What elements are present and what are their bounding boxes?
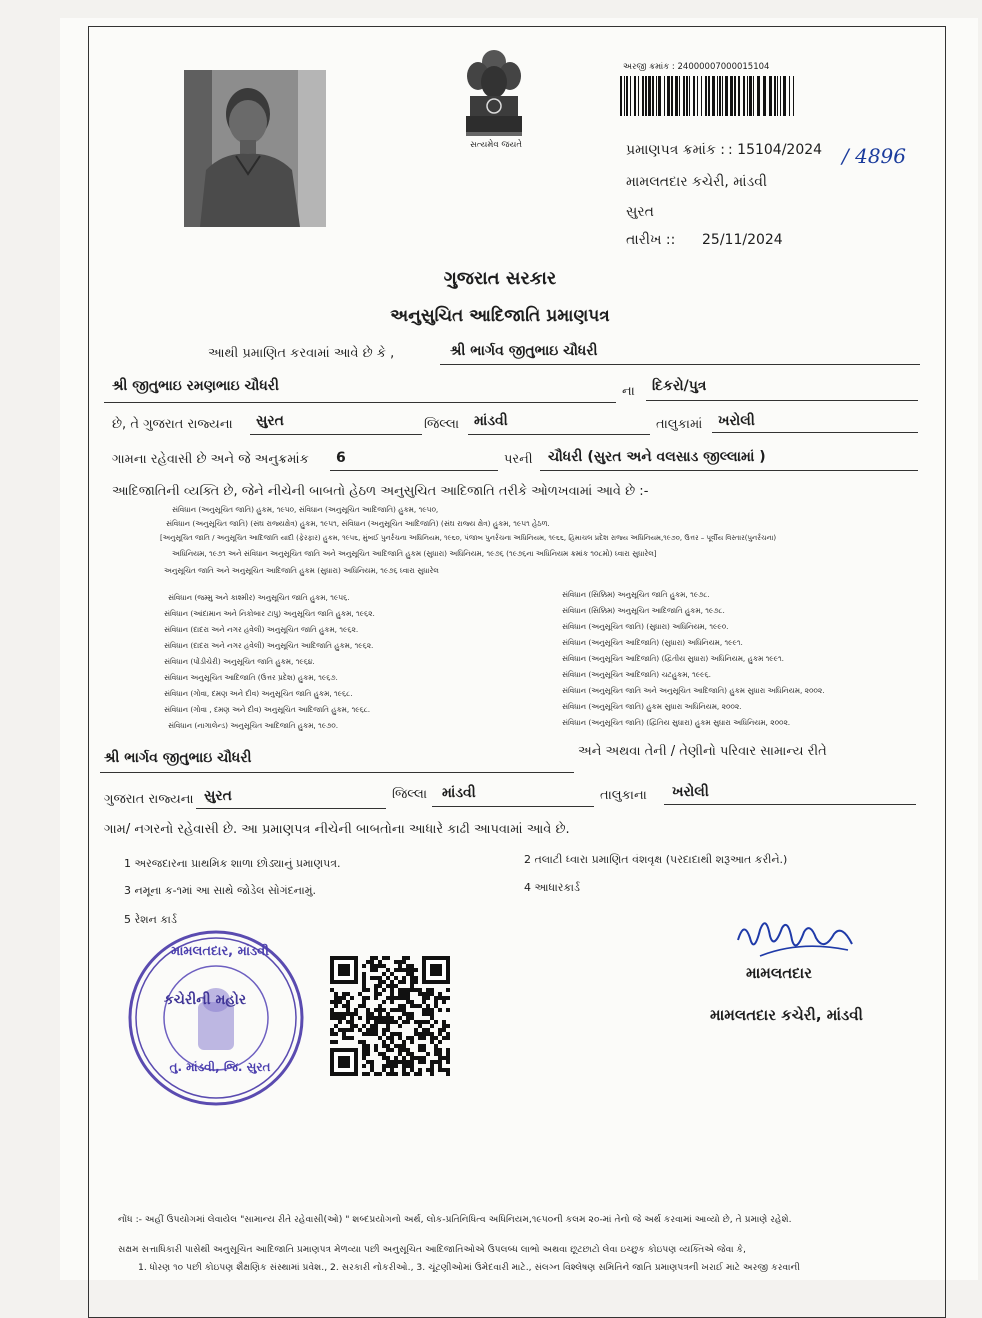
handwritten-number: / 4896 [842, 144, 906, 168]
law-left: સંવિધાન (નાગાલેન્ડ) અનુસૂચિત આદિજાતિ હુકમ, ૧૯૭૦. [168, 721, 339, 730]
family-taluka: માંડવી [442, 785, 476, 801]
document-item: 4 આધારકાર્ડ [524, 881, 580, 894]
law-right: સંવિધાન (અનુસૂચિત આદિજાતિ) (દ્વિતીય સુધારા) અધિનિયમ, હુકમ ૧૯૯૧. [562, 654, 785, 663]
district-label: જિલ્લા [424, 417, 460, 432]
applicant-name: શ્રી ભાર્ગવ જીતુભાઇ ચૌધરી [450, 343, 598, 359]
family-taluka-label: તાલુકાના [600, 788, 647, 803]
certificate-title: અનુસુચિત આદિજાતિ પ્રમાણપત્ર [390, 306, 610, 326]
law-right: સંવિધાન (અનુસૂચિત જાતિ) (દ્વિતિય સુધારા) હુકમ સુધારા અધિનિયમ, ૨૦૦૨. [562, 718, 791, 727]
signatory-office: મામલતદાર કચેરી, માંડવી [710, 1006, 863, 1024]
family-district-label: જિલ્લા [392, 787, 428, 802]
father-name: શ્રી જીતુભાઇ રમણભાઇ ચૌધરી [112, 378, 279, 394]
state-text: છે, તે ગુજરાત રાજ્યના [112, 417, 233, 432]
family-district: સુરત [204, 788, 232, 804]
law-right: સંવિધાન (સિક્કિમ) અનુસૂચિત જાતિ હુકમ, ૧૯૭૮. [562, 590, 710, 599]
seal-top-text: મામલતદાર, માંડવી [171, 944, 269, 959]
family-state-text: ગુજરાત રાજ્યના [104, 792, 194, 807]
issuing-office: મામલતદાર કચેરી, માંડવી [626, 174, 767, 190]
law-line: સંવિધાન (અનુસૂચિત જાતિ) (સંઘ રાજ્યક્ષેત્ર) હુકમ, ૧૯૫૧, સંવિધાન (અનુસૂચિત આદિજાતિ) (સંઘ રાજ્ય ક્ષેત્ર) હુકમ, ૧૯૫૧ હેઠળ. [166, 519, 550, 528]
family-text: અને અથવા તેની / તેણીનો પરિવાર સામાન્ય રીતે [578, 744, 827, 759]
document-item: 5 રેશન કાર્ડ [124, 913, 177, 926]
taluka-label: તાલુકામાં [656, 417, 703, 432]
officer-signature [730, 910, 860, 968]
emblem-motto: સત્યમેવ જયતે [469, 140, 523, 150]
law-left: સંવિધાન અનુસૂચિત આદિજાતિ (ઉત્તર પ્રદેશ) હુકમ, ૧૯૬૭. [164, 673, 338, 682]
tribe-name: ચૌધરી (સુરત અને વલસાડ જીલ્લામાં ) [548, 449, 766, 465]
parni-label: પરની [504, 452, 533, 467]
law-left: સંવિધાન (ગોવા , દમણ અને દીવ) અનુસૂચિત આદિજાતિ હુકમ, ૧૯૬૮. [164, 705, 371, 714]
issue-date: 25/11/2024 [702, 232, 783, 248]
application-number: અરજી ક્રમાંક : 240000070000151​04 [623, 62, 770, 72]
serial-number: 6 [336, 450, 346, 466]
law-line: [અનુસૂચિત જાતિ / અનુસૂચિત આદિજાતિ યાદી (ફેરફાર) હુકમ, ૧૯૫૬, મુંબઈ પુનર્રચના અધિનિયમ, ૧૯૬૦, પંજાબ પુનર્રચના અધિનિયમ, ૧૯૬૬, હિમાચલ પ્રદેશ રાજ્ય અધિનિયમ,૧૯૭૦, ઉત્તર – પૂર્વીય વિસ્તાર(પુનર્રચના) [160, 534, 777, 542]
signatory-title: મામલતદાર [746, 964, 812, 982]
law-right: સંવિધાન (અનુસૂચિત જાતિ) (સુધારા) અધિનિયમ, ૧૯૯૦. [562, 622, 729, 631]
law-right: સંવિધાન (અનુસૂચિત જાતિ અને અનુસૂચિત આદિજાતિ) હુકમ સુધારા અધિનિયમ, ૨૦૦૨. [562, 686, 825, 695]
law-left: સંવિધાન (ગોવા, દમણ અને દીવ) અનુસૂચિત જાતિ હુકમ, ૧૯૬૮. [164, 689, 353, 698]
law-right: સંવિધાન (અનુસૂચિત આદિજાતિ) (સુધારા) અધિનિયમ, ૧૯૯૧. [562, 638, 743, 647]
law-right: સંવિધાન (સિક્કિમ) અનુસૂચિત આદિજાતિ હુકમ, ૧૯૭૮. [562, 606, 725, 615]
government-title: ગુજરાત સરકાર [443, 268, 557, 289]
taluka: માંડવી [474, 413, 508, 429]
law-left: સંવિધાન (દાદરા અને નગર હવેલી) અનુસૂચિત આદિજાતિ હુકમ, ૧૯૬૨. [164, 641, 374, 650]
law-left: સંવિધાન (પોંડીચેરી) અનુસૂચિત જાતિ હુકમ, ૧૯૬૪. [164, 657, 315, 666]
certificate-number: : 15104/2024 [728, 142, 823, 158]
document-item: 1 અરજદારના પ્રાથમિક શાળા છોડ્યાનું પ્રમાણપત્ર. [124, 857, 341, 870]
applicant-photo [184, 70, 326, 227]
law-right: સંવિધાન (અનુસૂચિત આદિજાતિ) ચટહુકમ, ૧૯૯૬. [562, 670, 711, 679]
issue-date-label: તારીખ :: [626, 232, 676, 248]
na-label: ના [622, 384, 635, 399]
barcode [620, 76, 798, 116]
law-line: અનુસૂચિત જાતિ અને અનુસૂચિત આદિજાતિ હુકમ (સુધારા) અધિનિયમ, ૧૯૭૬ ધ્વારા સુધારેલ [164, 566, 439, 575]
issuing-city: સુરત [626, 204, 654, 220]
document-item: 2 તલાટી ધ્વારા પ્રમાણિત વંશવૃક્ષ (પરદાદાથી શરૂઆત કરીને.) [524, 853, 788, 866]
footer-paragraph: સક્ષમ સત્તાધિકારી પાસેથી અનુસૂચિત આદિજાતિ પ્રમાણપત્ર મેળવ્યા પછી અનુસૂચિત આદિજાતિઓએ ઉપલબ્ધ લાભો અથવા છૂટછાટો લેવા ઇચ્છુક કોઇપણ વ્યક્તિએ જેવા કે, [118, 1244, 746, 1255]
qr-code [330, 956, 450, 1076]
document-item: 3 નમૂના ક-૧માં આ સાથે જોડેલ સોગંદનામું. [124, 884, 316, 897]
national-emblem-icon [458, 44, 530, 152]
family-village: ખરોલી [672, 784, 709, 800]
certificate-number-label: પ્રમાણપત્ર ક્રમાંક : [626, 142, 726, 158]
law-line: અધિનિયમ, ૧૯૭૧ અને સંવિધાન અનુસૂચિત જાતિ અને અનુસૂચિત આદિજાતિ હુકમ (સુધારા) અધિનિયમ, ૧૯૭૬ (૧૯૭૬ના અધિનિયમ ક્રમાંક ૧૦૮મો) ધ્વારા સુધારેલ] [172, 549, 657, 558]
law-left: સંવિધાન (આંદામાન અને નિકોબાર ટાપુ) અનુસૂચિત જાતિ હુકમ, ૧૯૬૨. [164, 609, 375, 618]
seal-bottom-text: તુ. માંડવી, જિ. સુરત [169, 1060, 271, 1074]
footer-note: નોંધ :- અહીં ઉપયોગમાં લેવાયેલ "સામાન્ય રીતે રહેવાસી(ઓ) " શબ્દપ્રયોગનો અર્થ, લોક-પ્રતિનિધિત્વ અધિનિયમ,૧૯૫૦ની કલમ ૨૦-માં તેનો જે અર્થ કરવામાં આવ્યો છે, તે પ્રમાણે રહેશે. [118, 1214, 792, 1225]
village: ખરોલી [718, 413, 755, 429]
law-line: સંવિધાન (અનુસૂચિત જાતિ) હુકમ, ૧૯૫૦, સંવિધાન (અનુસૂચિત આદિજાતિ) હુકમ, ૧૯૫૦, [172, 505, 439, 514]
basis-text: ગામ/ નગરનો રહેવાસી છે. આ પ્રમાણપત્ર નીચેની બાબતોના આધારે કાઢી આપવામાં આવે છે. [104, 822, 570, 837]
resident-text: ગામના રહેવાસી છે અને જે અનુક્રમાંક [112, 452, 309, 467]
tribe-text: આદિજાતિની વ્યક્તિ છે, જેને નીચેની બાબતો હેઠળ અનુસુચિત આદિજાતિ તરીકે ઓળખવામાં આવે છે :- [112, 484, 649, 499]
seal-middle-text: કચેરીની મહોર [163, 992, 247, 1008]
law-left: સંવિધાન (દાદરા અને નગર હવેલી) અનુસૂચિત જાતિ હુકમ, ૧૯૬૨. [164, 625, 359, 634]
law-left: સંવિધાન (જમ્મુ અને કાશ્મીર) અનુસૂચિત જાતિ હુકમ, ૧૯૫૬. [168, 593, 350, 602]
footer-list: 1. ધોરણ ૧૦ પછી કોઇપણ શૈક્ષણિક સંસ્થામાં પ્રવેશ., 2. સરકારી નોકરીઓ., 3. ચૂંટણીઓમાં ઉમેદવારી માટે., સંલગ્ન વિશ્લેષણ સમિતિને જાતિ પ્રમાણપત્રની ખરાઈ માટે અરજી કરવાની [138, 1262, 800, 1273]
district: સુરત [256, 413, 284, 429]
certify-text: આથી પ્રમાણિત કરવામાં આવે છે કે , [208, 346, 395, 361]
relation: દિકરો/પુત્ર [652, 378, 707, 394]
law-right: સંવિધાન (અનુસૂચિત જાતિ) હુકમ સુધારા અધિનિયમ, ૨૦૦૨. [562, 702, 742, 711]
family-name: શ્રી ભાર્ગવ જીતુભાઇ ચૌધરી [104, 750, 252, 766]
